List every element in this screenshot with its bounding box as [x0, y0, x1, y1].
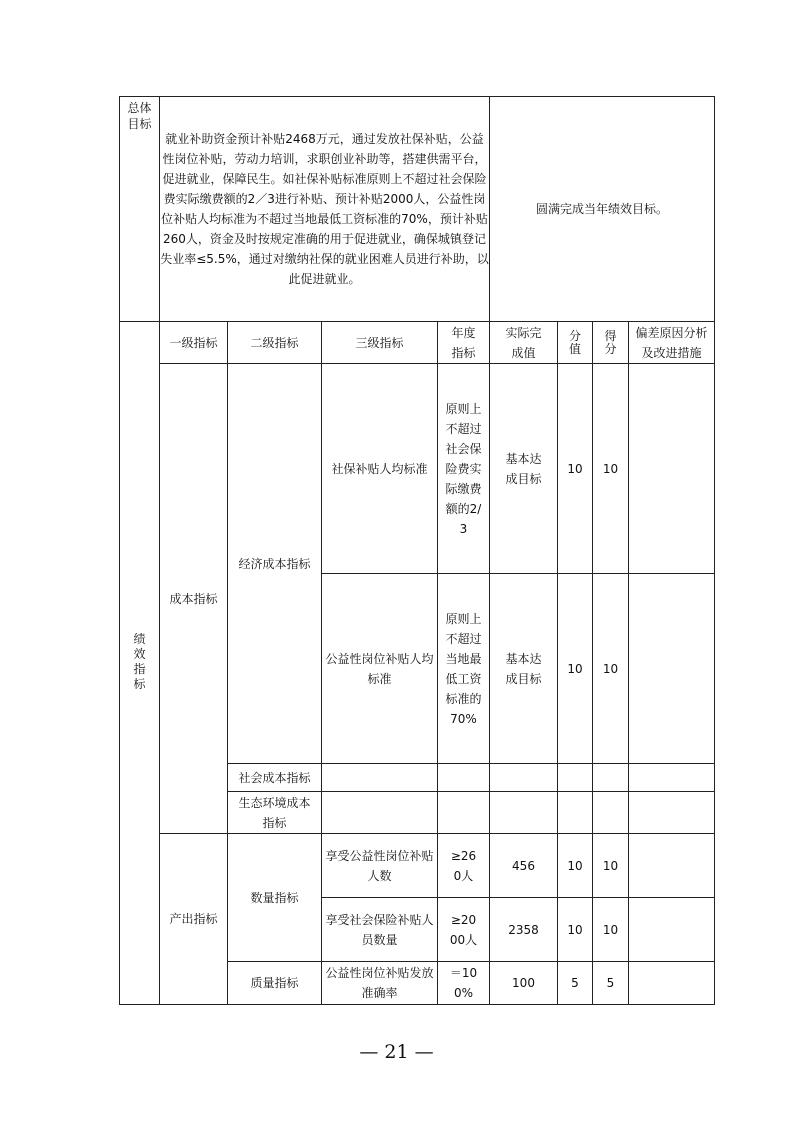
- eco-cost-lvl2: 生态环境成本指标: [228, 792, 322, 834]
- output-row-2-score: 10: [558, 898, 593, 962]
- output-row-2-annual: ≥2000人: [438, 898, 490, 962]
- output-row-3-score: 5: [558, 962, 593, 1005]
- output-row-3-deviation: [629, 962, 715, 1005]
- output-row-2-deviation: [629, 898, 715, 962]
- header-lvl3: 三级指标: [322, 322, 438, 364]
- header-row: [120, 322, 715, 364]
- goal-label: 总体目标: [120, 97, 160, 322]
- header-lvl2: 二级指标: [228, 322, 322, 364]
- eco-cost-lvl3: [322, 792, 438, 834]
- table-row: [120, 364, 715, 574]
- cost-row-1-score: 10: [558, 364, 593, 574]
- output-row-3-got: 5: [593, 962, 629, 1005]
- cost-row-1-got: 10: [593, 364, 629, 574]
- goal-result: 圆满完成当年绩效目标。: [490, 97, 715, 322]
- cost-row-2-actual: 基本达成目标: [490, 574, 558, 764]
- social-cost-lvl2: 社会成本指标: [228, 764, 322, 792]
- goal-row: [120, 97, 715, 322]
- output-lvl1: 产出指标: [160, 834, 228, 1005]
- performance-table: [119, 96, 715, 1005]
- social-cost-lvl3: [322, 764, 438, 792]
- cost-row-2-lvl3: 公益性岗位补贴人均标准: [322, 574, 438, 764]
- table-row: [120, 834, 715, 898]
- eco-cost-score: [558, 792, 593, 834]
- perf-indicator-label: 绩效指标: [120, 322, 160, 1005]
- social-cost-deviation: [629, 764, 715, 792]
- output-row-1-deviation: [629, 834, 715, 898]
- output-row-2-got: 10: [593, 898, 629, 962]
- cost-row-1-actual: 基本达成目标: [490, 364, 558, 574]
- output-row-1-actual: 456: [490, 834, 558, 898]
- output-row-1-lvl3: 享受公益性岗位补贴人数: [322, 834, 438, 898]
- header-actual: 实际完成值: [490, 322, 558, 364]
- social-cost-score: [558, 764, 593, 792]
- header-score-got: 得分: [593, 322, 629, 364]
- header-lvl1: 一级指标: [160, 322, 228, 364]
- cost-row-2-deviation: [629, 574, 715, 764]
- output-row-3-annual: ＝100%: [438, 962, 490, 1005]
- cost-row-1-deviation: [629, 364, 715, 574]
- social-cost-actual: [490, 764, 558, 792]
- output-row-3-lvl3: 公益性岗位补贴发放准确率: [322, 962, 438, 1005]
- eco-cost-annual: [438, 792, 490, 834]
- economic-cost-lvl2: 经济成本指标: [228, 364, 322, 764]
- quality-lvl2: 质量指标: [228, 962, 322, 1005]
- eco-cost-deviation: [629, 792, 715, 834]
- cost-row-1-annual: 原则上不超过社会保险费实际缴费额的2/3: [438, 364, 490, 574]
- cost-lvl1: 成本指标: [160, 364, 228, 834]
- eco-cost-got: [593, 792, 629, 834]
- social-cost-annual: [438, 764, 490, 792]
- cost-row-2-score: 10: [558, 574, 593, 764]
- output-row-2-actual: 2358: [490, 898, 558, 962]
- output-row-2-lvl3: 享受社会保险补贴人员数量: [322, 898, 438, 962]
- cost-row-1-lvl3: 社保补贴人均标准: [322, 364, 438, 574]
- output-row-3-actual: 100: [490, 962, 558, 1005]
- output-row-1-got: 10: [593, 834, 629, 898]
- output-row-1-annual: ≥260人: [438, 834, 490, 898]
- header-deviation: 偏差原因分析及改进措施: [629, 322, 715, 364]
- social-cost-got: [593, 764, 629, 792]
- eco-cost-actual: [490, 792, 558, 834]
- goal-text: 就业补助资金预计补贴2468万元，通过发放社保补贴，公益性岗位补贴，劳动力培训，求职创业补助等，搭建供需平台，促进就业，保障民生。如社保补贴标准原则上不超过社会保险费实际缴费额的2／3进行补贴、预计补贴2000人，公益性岗位补贴人均标准为不超过当地最低工资标准的70%，预计补贴260人，资金及时按规定准确的用于促进就业，确保城镇登记失业率≤5.5%，通过对缴纳社保的就业困难人员进行补助，以此促进就业。: [160, 97, 490, 322]
- page-number: — 21 —: [359, 1041, 434, 1063]
- header-annual: 年度指标: [438, 322, 490, 364]
- output-row-1-score: 10: [558, 834, 593, 898]
- quantity-lvl2: 数量指标: [228, 834, 322, 962]
- cost-row-2-annual: 原则上不超过当地最低工资标准的70%: [438, 574, 490, 764]
- header-score-value: 分值: [558, 322, 593, 364]
- cost-row-2-got: 10: [593, 574, 629, 764]
